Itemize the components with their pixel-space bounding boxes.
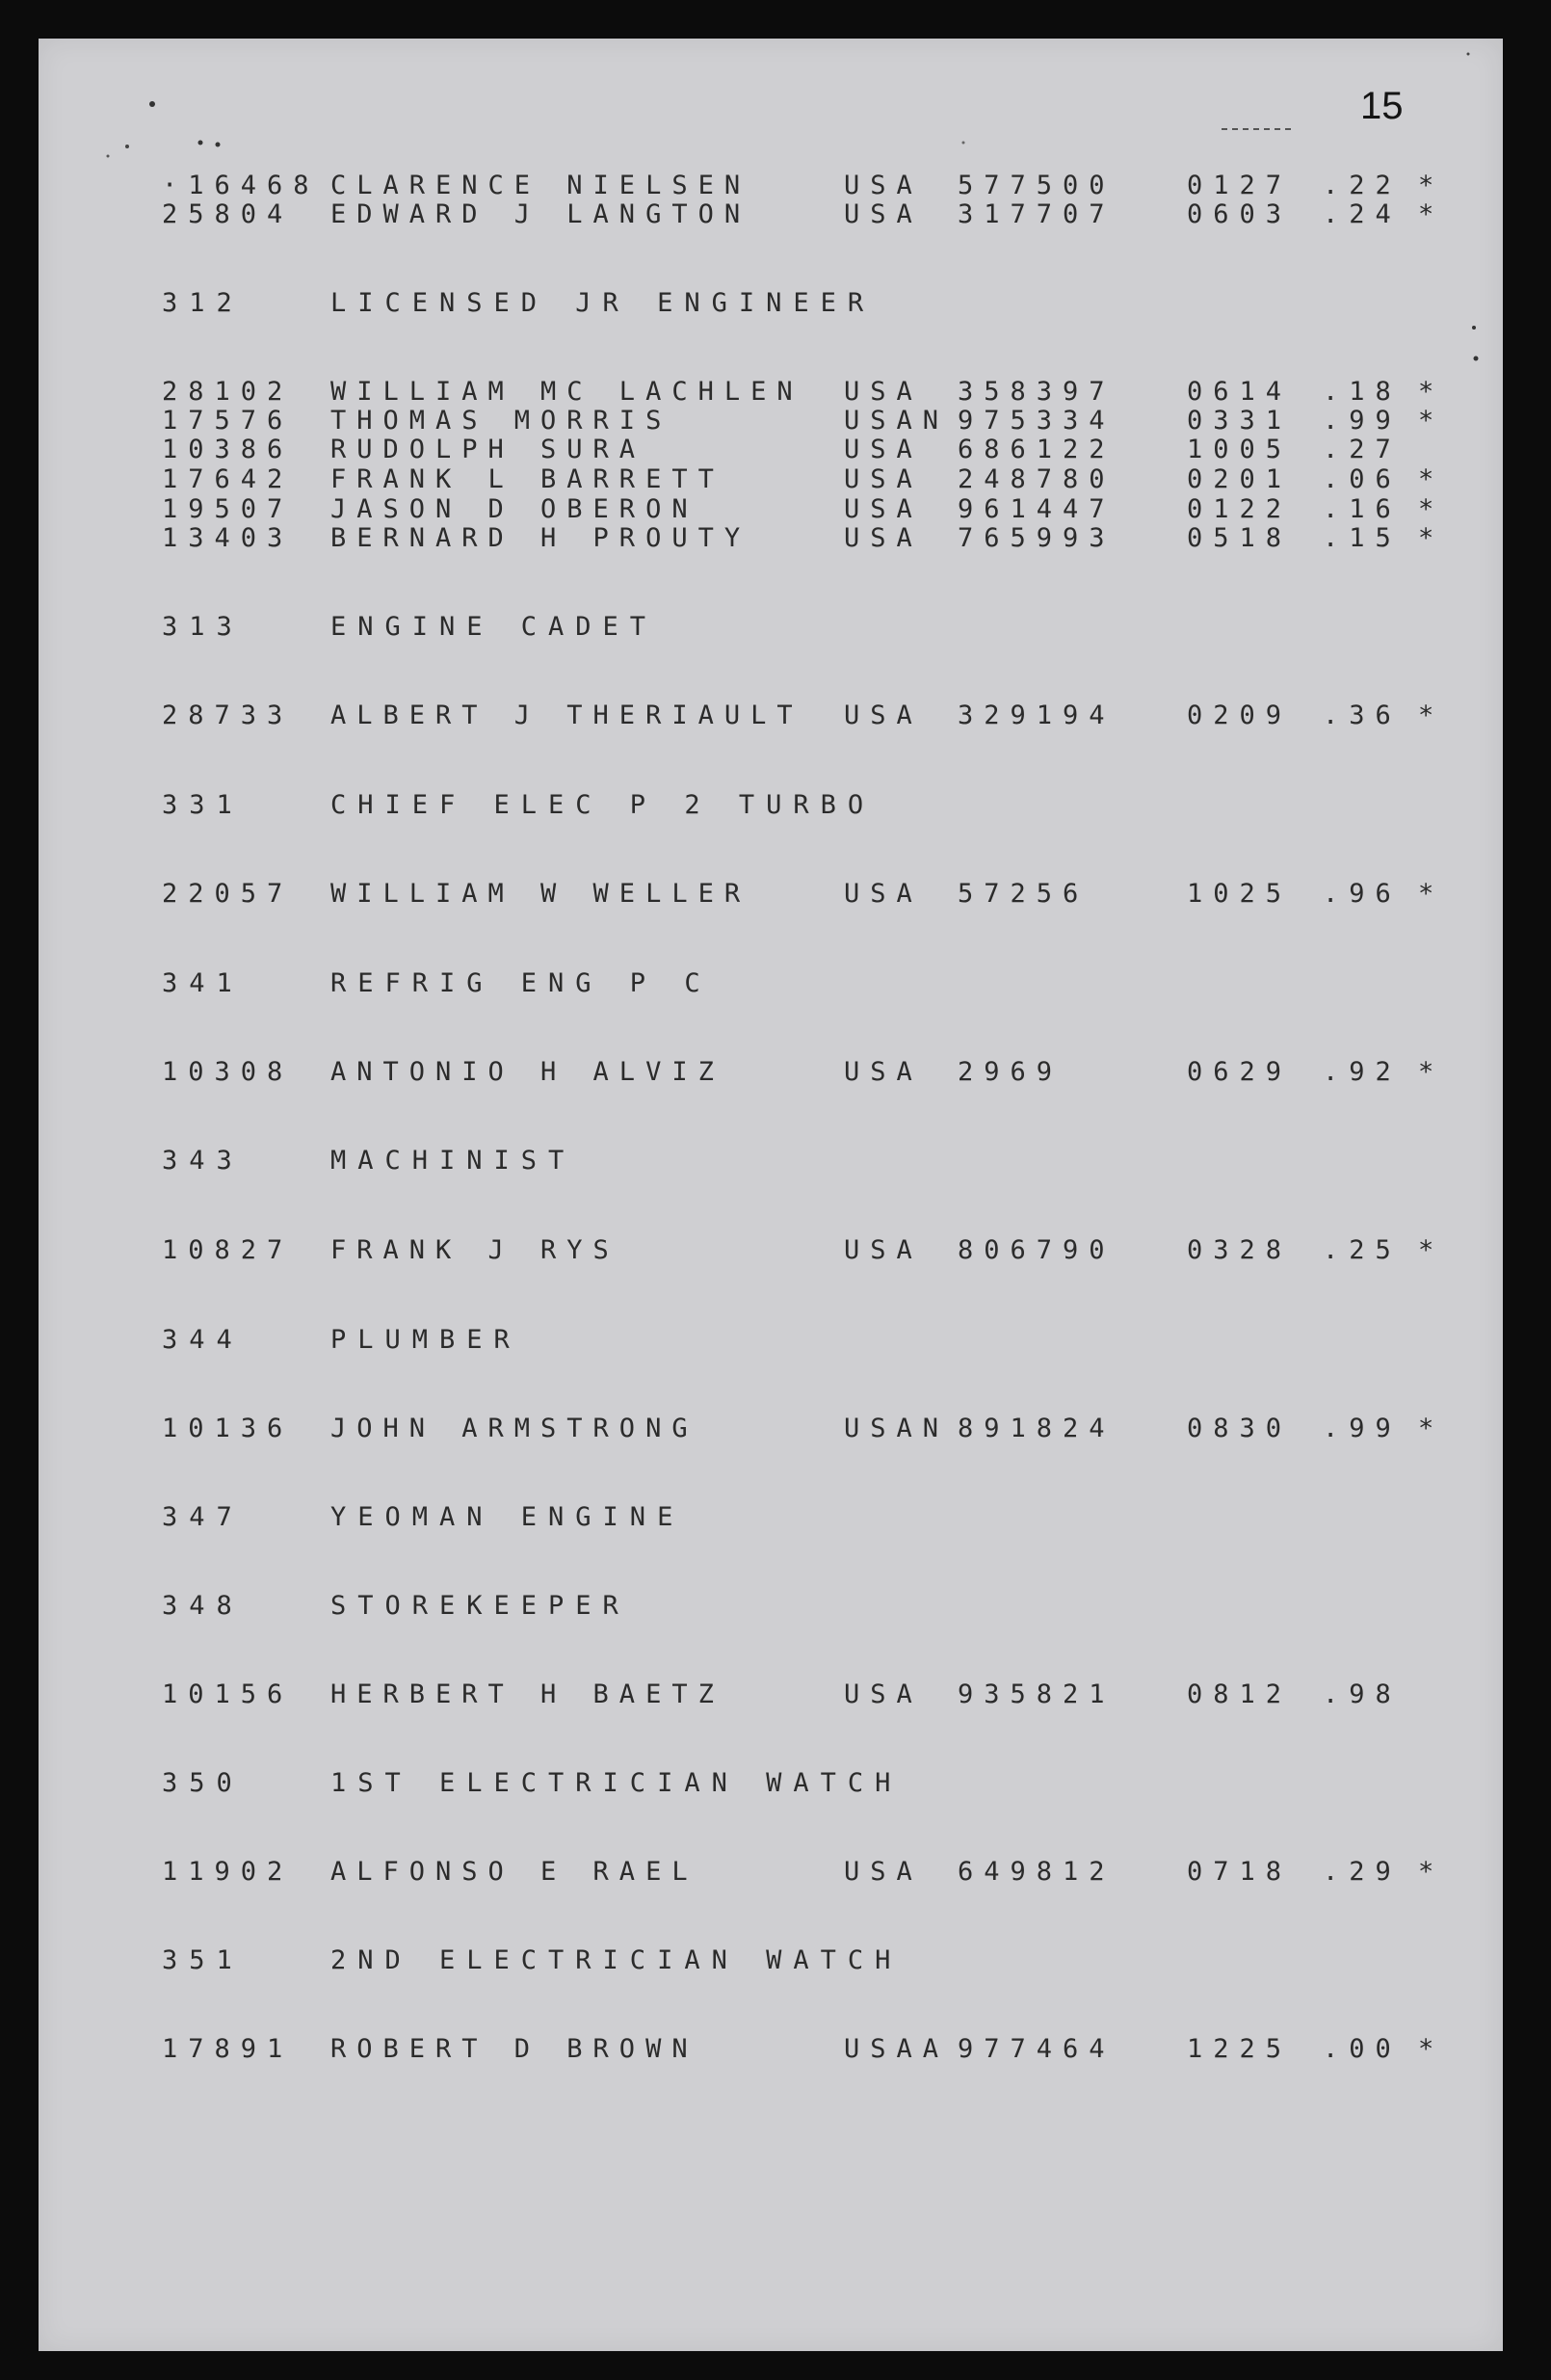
category-title: LICENSED JR ENGINEER [330,288,876,318]
category-code: 350 [162,1768,244,1798]
crew-mark: * [1418,406,1445,436]
category-heading [0,289,1551,318]
crew-number: 577500 [958,171,1116,200]
crew-number: 57256 [958,879,1090,909]
crew-name: THOMAS MORRIS [330,406,672,436]
crew-number: 248780 [958,464,1116,494]
crew-number: 961447 [958,494,1116,524]
crew-name: WILLIAM W WELLER [330,879,751,909]
category-title: REFRIG ENG P C [330,968,712,998]
crew-citizenship: USA [844,1057,923,1087]
crew-id: 10156 [162,1679,294,1709]
crew-code: 1025 [1187,879,1293,909]
crew-row [0,378,1551,407]
crew-number: 686122 [958,435,1116,464]
crew-number: 358397 [958,377,1116,407]
crew-citizenship: USAN [844,1414,950,1443]
category-title: 1ST ELECTRICIAN WATCH [330,1768,903,1798]
category-heading [0,1503,1551,1532]
crew-row [0,880,1551,909]
category-heading [0,1946,1551,1975]
category-code: 331 [162,790,244,820]
crew-id: 19507 [162,494,294,524]
category-code: 344 [162,1325,244,1355]
crew-mark: * [1418,1414,1445,1443]
crew-citizenship: USA [844,435,923,464]
crew-name: ROBERT D BROWN [330,2034,698,2064]
crew-id: 28102 [162,377,294,407]
crew-row [0,1680,1551,1709]
crew-name: ANTONIO H ALVIZ [330,1057,724,1087]
crew-id: 22057 [162,879,294,909]
crew-citizenship: USA [844,377,923,407]
crew-number: 977464 [958,2034,1116,2064]
category-heading [0,1592,1551,1621]
crew-row [0,436,1551,464]
crew-rate: .24 [1323,199,1402,229]
category-title: STOREKEEPER [330,1591,630,1621]
crew-citizenship: USA [844,464,923,494]
crew-mark: * [1418,199,1445,229]
crew-id: 25804 [162,199,294,229]
crew-citizenship: USA [844,199,923,229]
crew-number: 975334 [958,406,1116,436]
crew-number: 935821 [958,1679,1116,1709]
crew-rate: .25 [1323,1235,1402,1265]
crew-citizenship: USA [844,1235,923,1265]
category-heading [0,969,1551,998]
category-title: CHIEF ELEC P 2 TURBO [330,790,876,820]
crew-code: 0331 [1187,406,1293,436]
crew-mark: * [1418,171,1445,200]
category-code: 348 [162,1591,244,1621]
crew-row [0,1236,1551,1265]
crew-mark: * [1418,1857,1445,1887]
crew-mark: * [1418,879,1445,909]
crew-rate: .99 [1323,1414,1402,1443]
crew-row [0,524,1551,553]
crew-row [0,701,1551,730]
crew-name: FRANK L BARRETT [330,464,724,494]
crew-number: 317707 [958,199,1116,229]
category-heading [0,1326,1551,1355]
crew-number: 891824 [958,1414,1116,1443]
category-title: PLUMBER [330,1325,521,1355]
page-number: 15 [1360,85,1404,127]
crew-number: 2969 [958,1057,1064,1087]
crew-rate: .22 [1323,171,1402,200]
category-code: 347 [162,1502,244,1532]
crew-id: 17576 [162,406,294,436]
crew-code: 0328 [1187,1235,1293,1265]
category-heading [0,1769,1551,1798]
crew-code: 0812 [1187,1679,1293,1709]
crew-row [0,495,1551,524]
crew-citizenship: USA [844,494,923,524]
crew-id: 10308 [162,1057,294,1087]
crew-mark: * [1418,2034,1445,2064]
crew-code: 0614 [1187,377,1293,407]
crew-rate: .18 [1323,377,1402,407]
category-code: 341 [162,968,244,998]
crew-rate: .92 [1323,1057,1402,1087]
crew-mark: * [1418,1057,1445,1087]
crew-id: 10136 [162,1414,294,1443]
crew-citizenship: USA [844,1679,923,1709]
crew-citizenship: USA [844,701,923,730]
crew-citizenship: USA [844,523,923,553]
crew-rate: .99 [1323,406,1402,436]
crew-code: 1225 [1187,2034,1293,2064]
crew-row [0,1415,1551,1443]
crew-row [0,465,1551,494]
crew-row [0,1858,1551,1887]
crew-name: HERBERT H BAETZ [330,1679,724,1709]
crew-name: CLARENCE NIELSEN [330,171,751,200]
crew-citizenship: USAA [844,2034,950,2064]
category-title: MACHINIST [330,1146,576,1176]
crew-code: 0209 [1187,701,1293,730]
crew-name: ALFONSO E RAEL [330,1857,698,1887]
crew-rate: .16 [1323,494,1402,524]
crew-name: EDWARD J LANGTON [330,199,751,229]
crew-citizenship: USA [844,879,923,909]
crew-id: 13403 [162,523,294,553]
category-heading [0,791,1551,820]
crew-number: 649812 [958,1857,1116,1887]
crew-code: 0122 [1187,494,1293,524]
crew-id: 11902 [162,1857,294,1887]
crew-mark: * [1418,464,1445,494]
crew-rate: .06 [1323,464,1402,494]
crew-rate: .29 [1323,1857,1402,1887]
crew-id: 28733 [162,701,294,730]
crew-row [0,1058,1551,1087]
category-code: 351 [162,1945,244,1975]
crew-id: ·16468 [162,171,320,200]
crew-row [0,2035,1551,2064]
crew-name: JASON D OBERON [330,494,698,524]
crew-citizenship: USAN [844,406,950,436]
crew-id: 17642 [162,464,294,494]
category-title: YEOMAN ENGINE [330,1502,685,1532]
category-code: 313 [162,612,244,642]
category-code: 343 [162,1146,244,1176]
crew-rate: .98 [1323,1679,1402,1709]
crew-mark: * [1418,494,1445,524]
crew-row [0,172,1551,200]
crew-code: 0518 [1187,523,1293,553]
crew-citizenship: USA [844,171,923,200]
crew-number: 765993 [958,523,1116,553]
category-title: ENGINE CADET [330,612,658,642]
crew-rate: .00 [1323,2034,1402,2064]
category-code: 312 [162,288,244,318]
crew-name: ALBERT J THERIAULT [330,701,803,730]
crew-row [0,407,1551,436]
crew-code: 0629 [1187,1057,1293,1087]
category-heading [0,613,1551,642]
crew-name: WILLIAM MC LACHLEN [330,377,803,407]
crew-code: 1005 [1187,435,1293,464]
crew-name: FRANK J RYS [330,1235,619,1265]
crew-code: 0603 [1187,199,1293,229]
crew-code: 0127 [1187,171,1293,200]
crew-mark: * [1418,377,1445,407]
crew-name: JOHN ARMSTRONG [330,1414,698,1443]
crew-mark: * [1418,523,1445,553]
crew-citizenship: USA [844,1857,923,1887]
crew-code: 0201 [1187,464,1293,494]
category-heading [0,1147,1551,1176]
crew-id: 17891 [162,2034,294,2064]
crew-name: RUDOLPH SURA [330,435,646,464]
crew-rate: .36 [1323,701,1402,730]
crew-code: 0830 [1187,1414,1293,1443]
category-title: 2ND ELECTRICIAN WATCH [330,1945,903,1975]
crew-number: 806790 [958,1235,1116,1265]
crew-rate: .96 [1323,879,1402,909]
crew-code: 0718 [1187,1857,1293,1887]
crew-mark: * [1418,1235,1445,1265]
crew-rate: .27 [1323,435,1402,464]
crew-number: 329194 [958,701,1116,730]
crew-mark: * [1418,701,1445,730]
crew-id: 10386 [162,435,294,464]
crew-rate: .15 [1323,523,1402,553]
crew-row [0,200,1551,229]
crew-name: BERNARD H PROUTY [330,523,751,553]
crew-id: 10827 [162,1235,294,1265]
